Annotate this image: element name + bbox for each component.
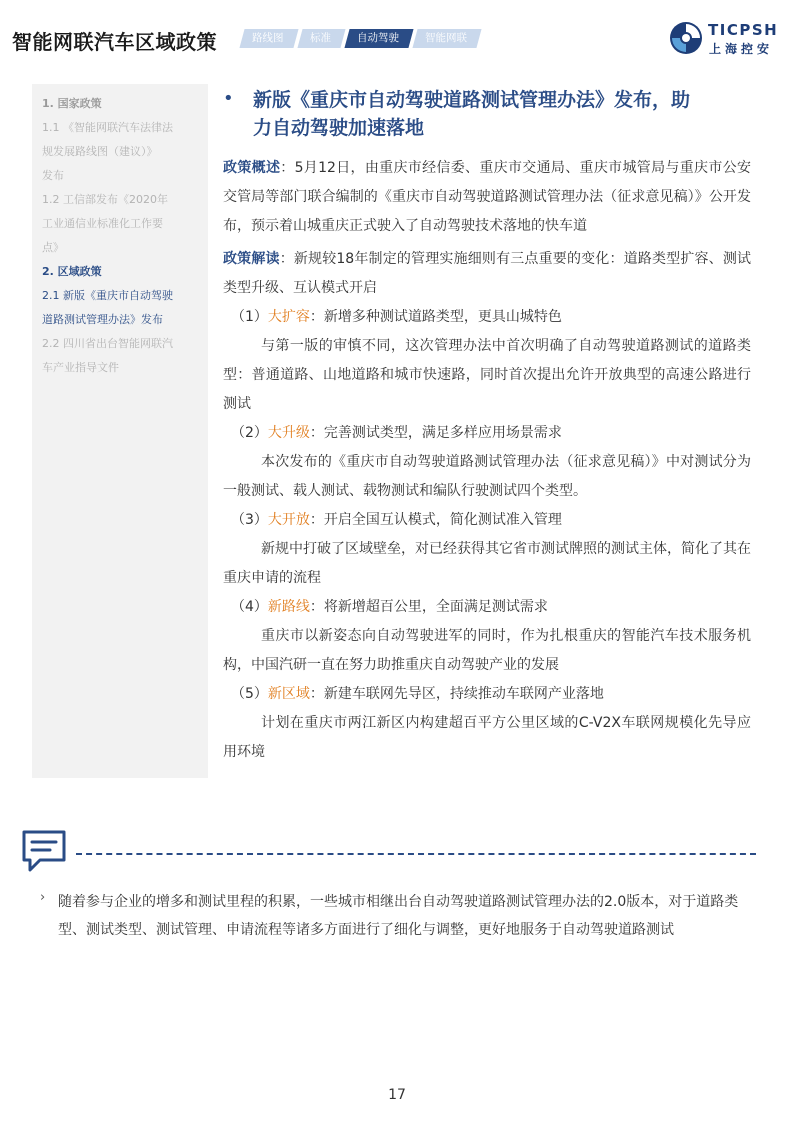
sidebar-item-2-1[interactable]: 道路测试管理办法》发布	[42, 313, 163, 326]
point-heading	[223, 593, 751, 622]
interpret-label: 政策解读	[223, 251, 280, 267]
bullet-icon: •	[223, 88, 234, 109]
main-content	[223, 86, 751, 767]
point-body: 本次发布的《重庆市自动驾驶道路测试管理办法（征求意见稿）》中对测试分为一般测试、载人测试、载物测试和编队行驶测试四个类型。	[223, 454, 751, 499]
point-body: 与第一版的审慎不同，这次管理办法中首次明确了自动驾驶道路测试的道路类型：普通道路、山地道路和城市快速路，同时首次提出允许开放典型的高速公路进行测试	[223, 338, 751, 412]
point-heading	[223, 303, 751, 332]
point-summary: ：开启全国互认模式，简化测试准入管理	[309, 512, 562, 528]
sidebar-item-2-2[interactable]: 2.2 四川省出台智能网联汽	[42, 337, 173, 350]
sidebar-item-regional-policy[interactable]: 2. 区域政策	[42, 265, 102, 278]
point-number: （4）	[231, 599, 268, 615]
category-tabs	[242, 29, 483, 48]
headline-line: 新版《重庆市自动驾驶道路测试管理办法》发布，助	[253, 89, 691, 111]
overview-text: ：5月12日，由重庆市经信委、重庆市交通局、重庆市城管局与重庆市公安交管局等部门联合编制的《重庆市自动驾驶道路测试管理办法（征求意见稿）》公开发布，预示着山城重庆正式驶入了自动驾驶技术落地的快车道	[223, 160, 751, 234]
sidebar-item-1-2[interactable]: 工业通信业标准化工作要	[42, 217, 163, 230]
sidebar-nav	[32, 84, 208, 778]
point-keyword: 新路线	[267, 599, 310, 615]
tab-connected[interactable]	[412, 29, 481, 48]
company-logo	[668, 20, 784, 60]
sidebar-item-national-policy[interactable]: 1. 国家政策	[42, 97, 102, 110]
page-number: 17	[388, 1087, 406, 1103]
point-summary: ：完善测试类型，满足多样应用场景需求	[309, 425, 562, 441]
point-number: （1）	[231, 309, 268, 325]
sidebar-item-1-2[interactable]: 点》	[42, 241, 64, 254]
point-body: 计划在重庆市两江新区内构建超百平方公里区域的C-V2X车联网规模化先导应用环境	[223, 715, 751, 760]
point-keyword: 大开放	[267, 512, 310, 528]
logo-text-cn: 上海控安	[709, 42, 774, 56]
sidebar-item-1-1[interactable]: 发布	[42, 169, 64, 182]
point-keyword: 大扩容	[267, 309, 310, 325]
tab-autonomous-driving[interactable]	[344, 29, 413, 48]
sidebar-item-2-1[interactable]: 2.1 新版《重庆市自动驾驶	[42, 289, 173, 302]
point-body: 新规中打破了区域壁垒，对已经获得其它省市测试牌照的测试主体，简化了其在重庆申请的流程	[223, 541, 751, 586]
tab-label: 智能网联	[424, 32, 467, 44]
point-heading	[223, 506, 751, 535]
logo-swirl-icon	[668, 20, 704, 56]
tab-roadmap[interactable]	[239, 29, 298, 48]
sidebar-item-1-2[interactable]: 1.2 工信部发布《2020年	[42, 193, 168, 206]
sidebar-item-2-2[interactable]: 车产业指导文件	[42, 361, 119, 374]
policy-interpretation	[223, 245, 751, 303]
tab-label: 路线图	[252, 32, 284, 44]
point-keyword: 新区域	[267, 686, 310, 702]
point-summary: ：将新增超百公里，全面满足测试需求	[309, 599, 548, 615]
interpret-text: ：新规较18年制定的管理实施细则有三点重要的变化：道路类型扩容、测试类型升级、互认模式开启	[223, 251, 751, 296]
headline-line: 力自动驾驶加速落地	[253, 117, 425, 139]
section-divider	[76, 853, 756, 855]
point-body: 重庆市以新姿态向自动驾驶进军的同时，作为扎根重庆的智能汽车技术服务机构，中国汽研一直在努力助推重庆自动驾驶产业的发展	[223, 628, 751, 673]
tab-standards[interactable]	[297, 29, 345, 48]
point-keyword: 大升级	[267, 425, 310, 441]
point-heading	[223, 419, 751, 448]
page-title: 智能网联汽车区域政策	[12, 30, 217, 54]
point-number: （5）	[231, 686, 268, 702]
point-summary: ：新建车联网先导区，持续推动车联网产业落地	[309, 686, 604, 702]
point-number: （2）	[231, 425, 268, 441]
point-summary: ：新增多种测试道路类型，更具山城特色	[309, 309, 562, 325]
chevron-right-icon: ›	[40, 890, 46, 905]
policy-overview	[223, 154, 751, 241]
point-heading	[223, 680, 751, 709]
point-number: （3）	[231, 512, 268, 528]
logo-text-en: TICPSH	[708, 21, 779, 39]
summary-block	[40, 888, 760, 944]
tab-label: 标准	[309, 32, 331, 44]
sidebar-item-1-1[interactable]: 规发展路线图（建议）》	[42, 145, 158, 158]
sidebar-item-1-1[interactable]: 1.1 《智能网联汽车法律法	[42, 121, 173, 134]
overview-label: 政策概述	[223, 160, 281, 176]
page-header	[0, 0, 794, 80]
headline	[223, 86, 751, 142]
chat-bubble-icon	[20, 829, 68, 873]
tab-label: 自动驾驶	[356, 32, 399, 44]
summary-text: 随着参与企业的增多和测试里程的积累，一些城市相继出台自动驾驶道路测试管理办法的2.0版本，对于道路类型、测试类型、测试管理、申请流程等诸多方面进行了细化与调整，更好地服务于自动驾驶道路测试	[58, 894, 739, 938]
